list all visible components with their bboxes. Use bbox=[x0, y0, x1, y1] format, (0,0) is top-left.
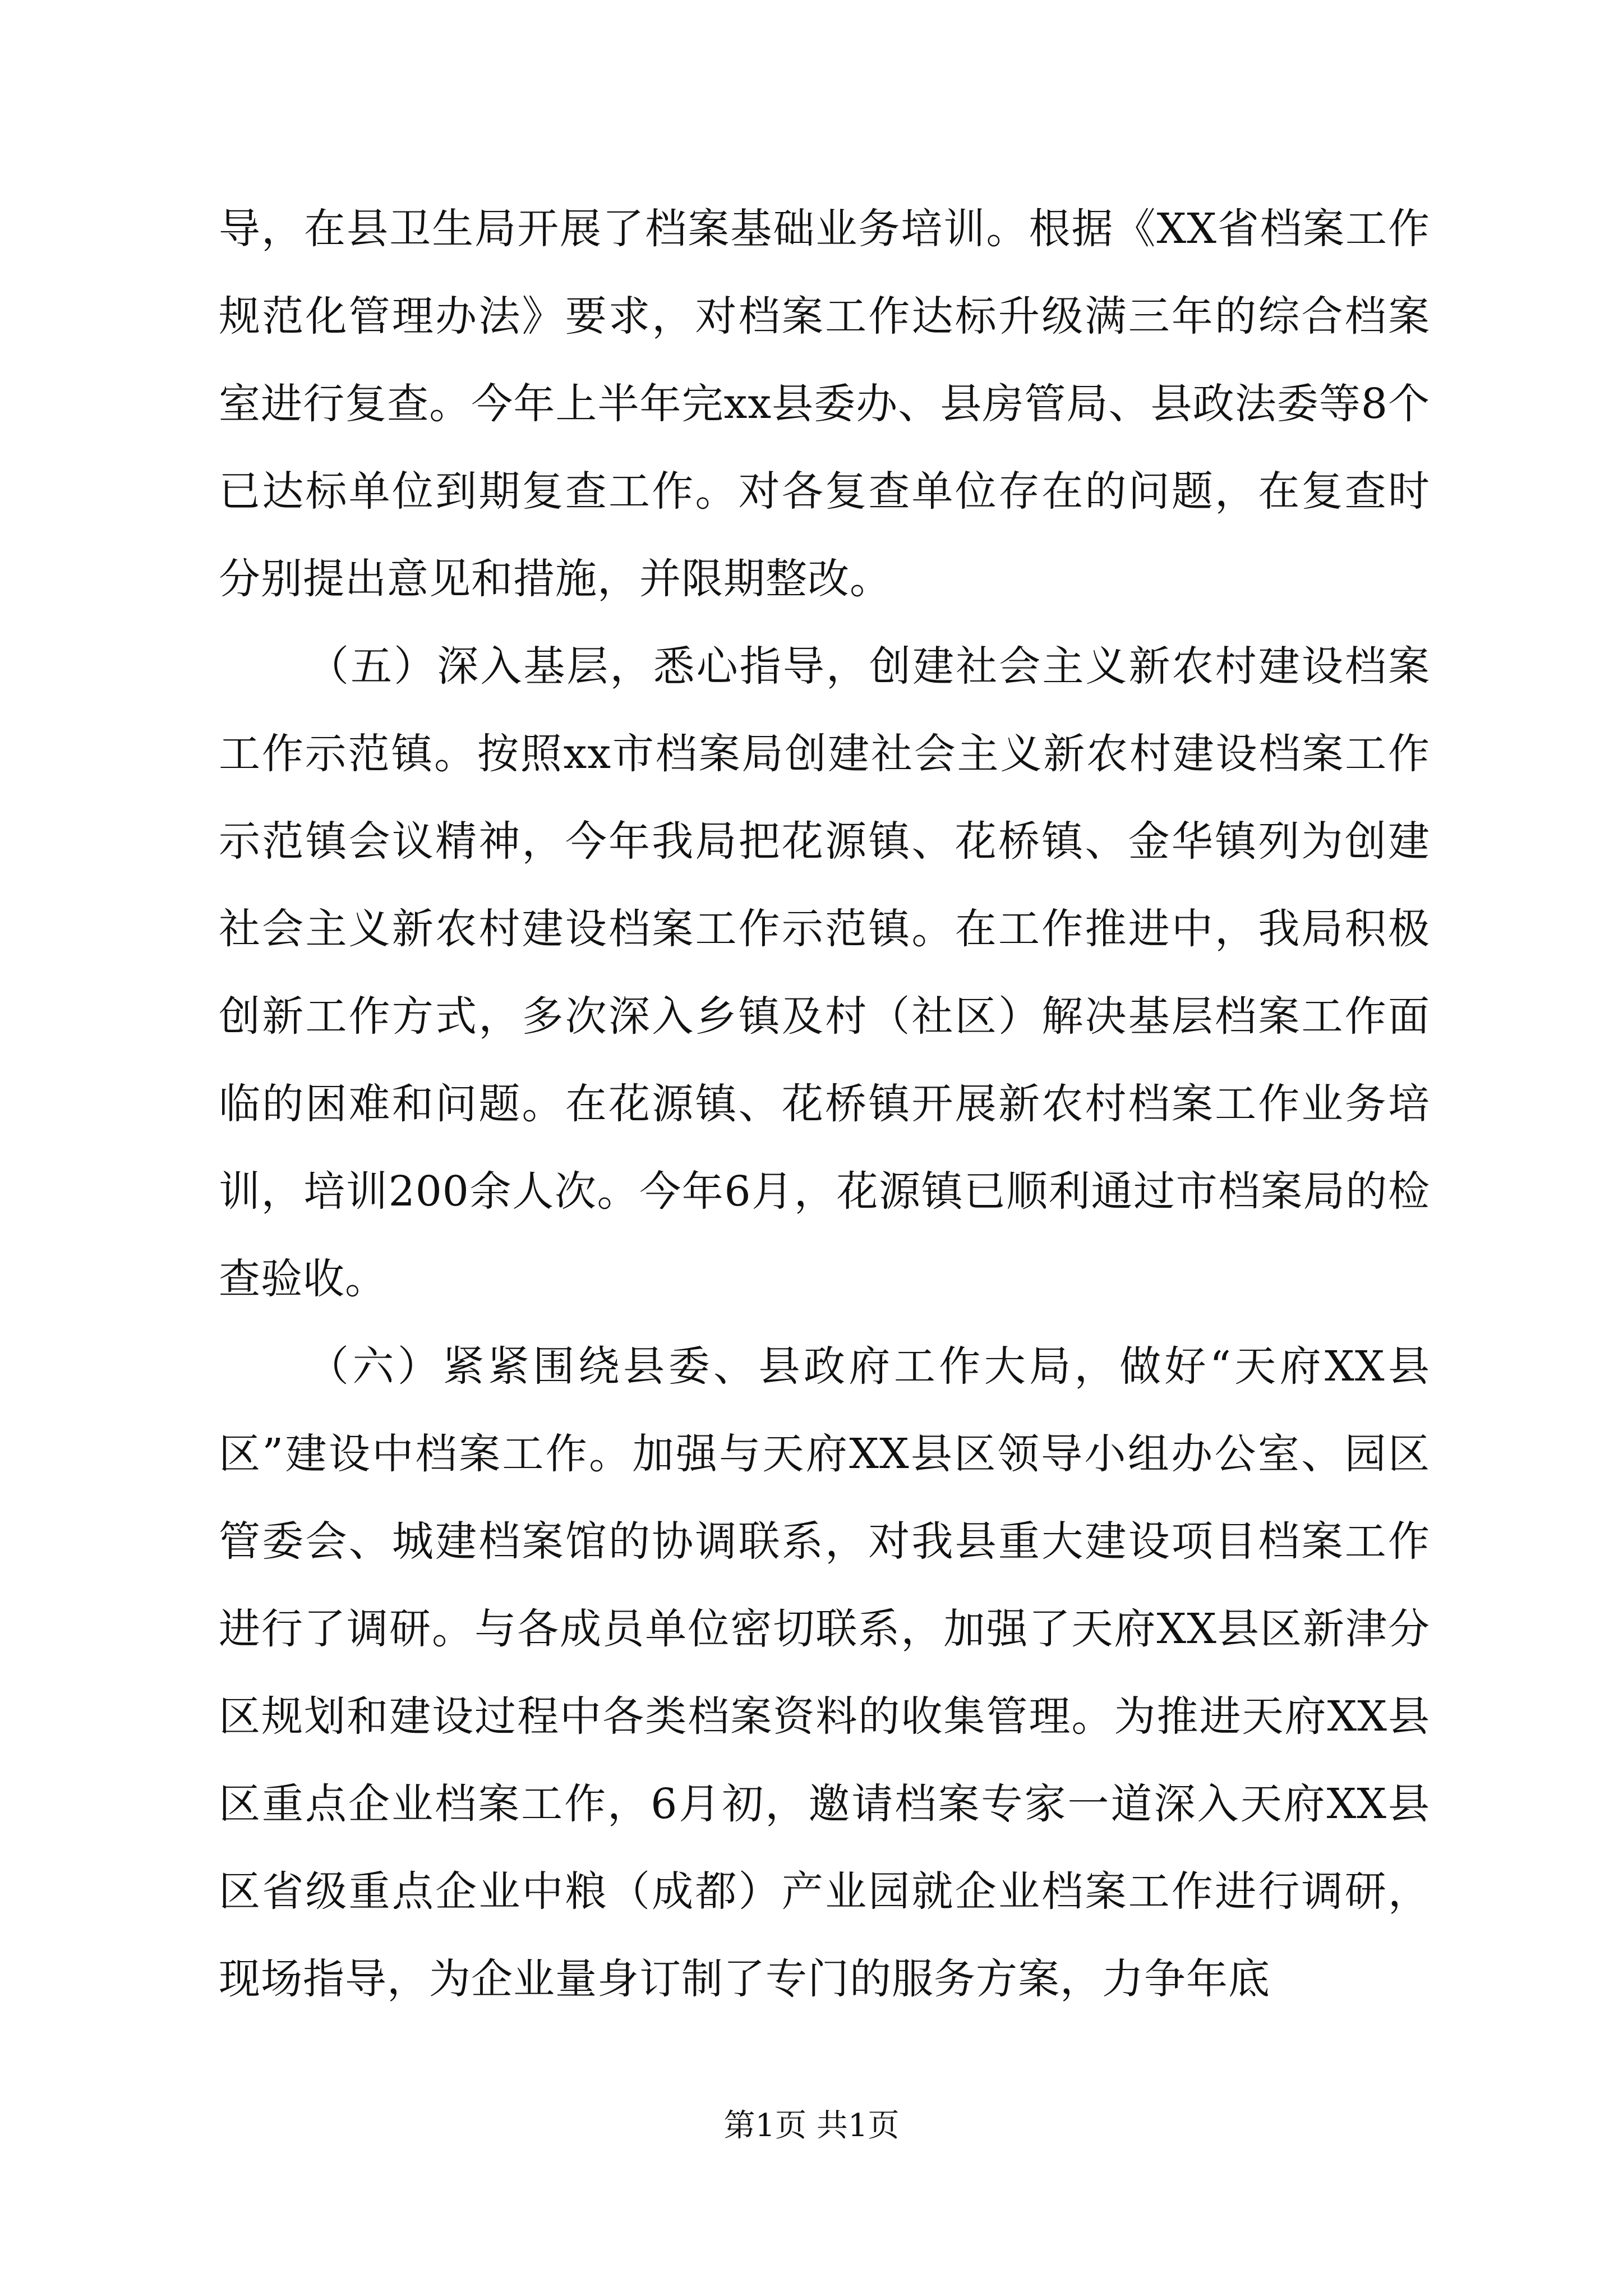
paragraph-3: （六）紧紧围绕县委、县政府工作大局，做好“天府XX县区”建设中档案工作。加强与天府XX县区领导小组办公室、园区管委会、城建档案馆的协调联系，对我县重大建设项目档案工作进行了调研。与各成员单位密切联系，加强了天府XX县区新津分区规划和建设过程中各类档案资料的收集管理。为推进天府XX县区重点企业档案工作，6月初，邀请档案专家一道深入天府XX县区省级重点企业中粮（成都）产业园就企业档案工作进行调研，现场指导，为企业量身订制了专门的服务方案，力争年底 bbox=[219, 1342, 1430, 2003]
page-footer: 第1页 共1页 bbox=[723, 2108, 900, 2144]
document-body bbox=[219, 185, 1430, 2023]
paragraph-2: （五）深入基层，悉心指导，创建社会主义新农村建设档案工作示范镇。按照xx市档案局创建社会主义新农村建设档案工作示范镇会议精神，今年我局把花源镇、花桥镇、金华镇列为创建社会主义新农村建设档案工作示范镇。在工作推进中，我局积极创新工作方式，多次深入乡镇及村（社区）解决基层档案工作面临的困难和问题。在花源镇、花桥镇开展新农村档案工作业务培训，培训200余人次。今年6月，花源镇已顺利通过市档案局的检查验收。 bbox=[219, 642, 1430, 1303]
paragraph-1: 导，在县卫生局开展了档案基础业务培训。根据《XX省档案工作规范化管理办法》要求，对档案工作达标升级满三年的综合档案室进行复查。今年上半年完xx县委办、县房管局、县政法委等8个已达标单位到期复查工作。对各复查单位存在的问题，在复查时分别提出意见和措施，并限期整改。 bbox=[219, 205, 1430, 603]
